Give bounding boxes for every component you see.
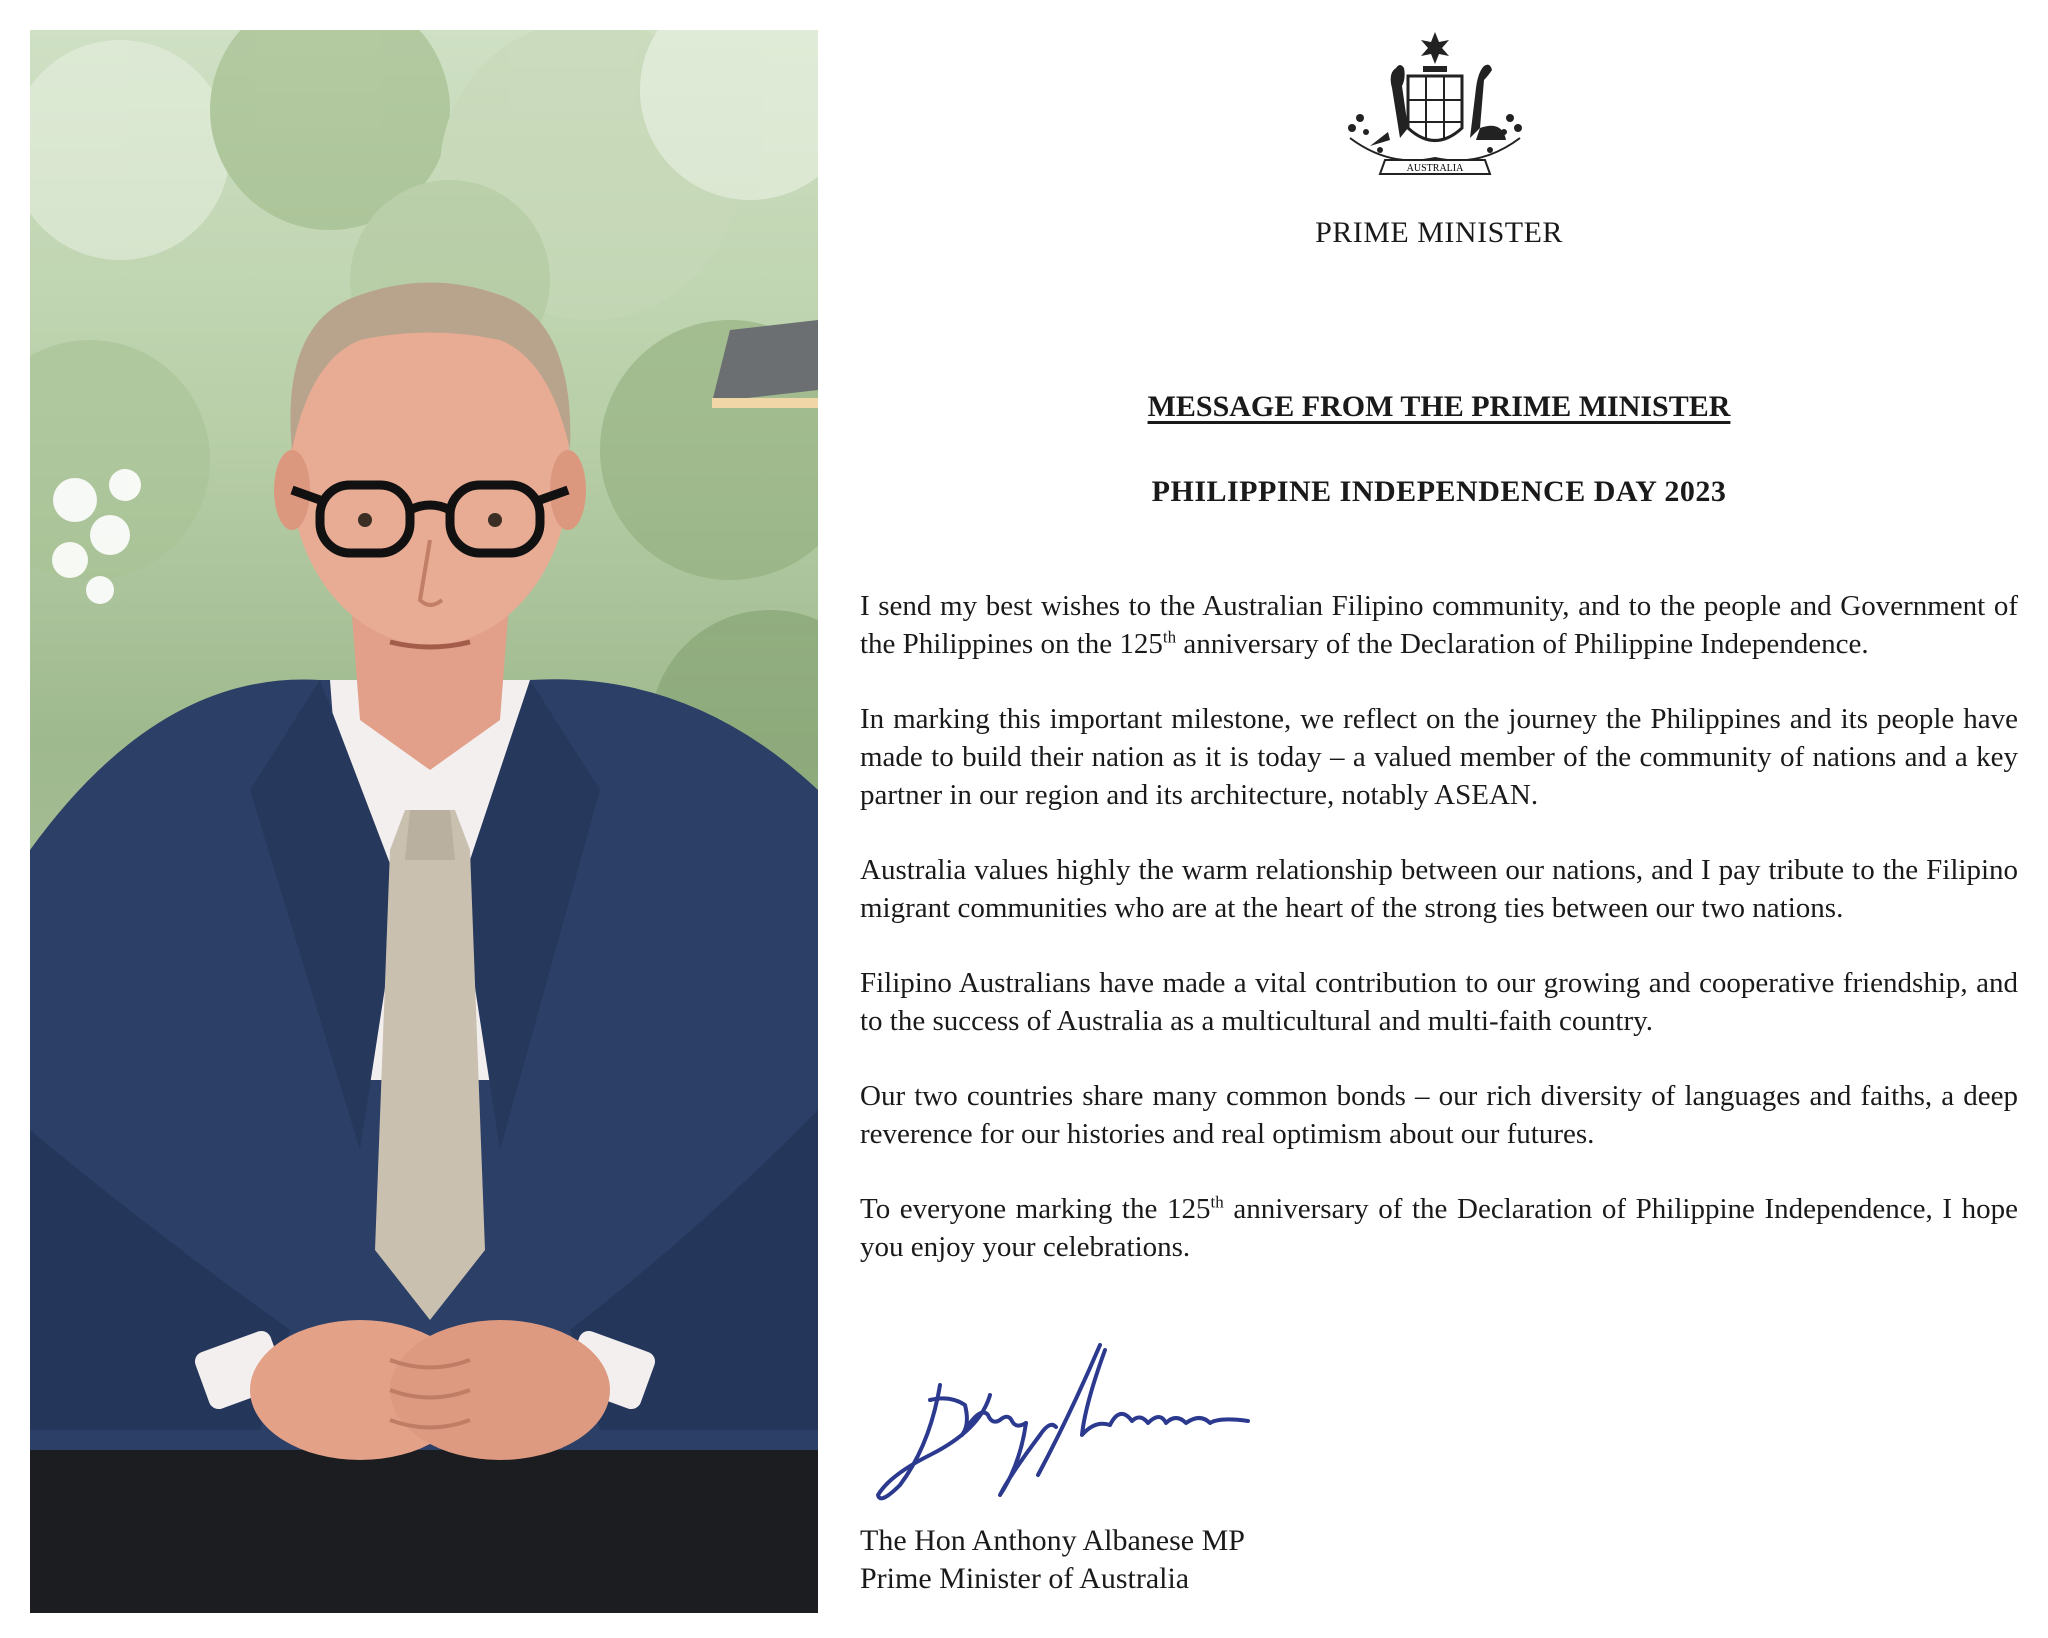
letter-document <box>860 20 2018 1620</box>
paragraph-4: Filipino Australians have made a vital contribution to our growing and cooperative friendship, and to the success of Australia as a multicultural and multi-faith country. <box>860 967 2018 1037</box>
paragraph-6: To everyone marking the 125th anniversary of the Declaration of Philippine Independence, I hope you enjoy your celebrations. <box>860 1192 2018 1263</box>
paragraph-3: Australia values highly the warm relationship between our nations, and I pay tribute to the Filipino migrant communities who are at the heart of the strong ties between our two nations. <box>860 854 2018 924</box>
message-body <box>860 587 2018 1303</box>
paragraph-2: In marking this important milestone, we reflect on the journey the Philippines and its people have made to build their nation as it is today – a valued member of the community of nations and a key partner in our region and its architecture, notably ASEAN. <box>860 703 2018 811</box>
paragraph-5: Our two countries share many common bonds – our rich diversity of languages and faiths, a deep reverence for our histories and real optimism about our futures. <box>860 1080 2018 1150</box>
message-title: MESSAGE FROM THE PRIME MINISTER <box>1147 390 1731 423</box>
paragraph-1: I send my best wishes to the Australian Filipino community, and to the people and Government of the Philippines on the 125th anniversary of the Declaration of Philippine Independence. <box>860 590 2018 660</box>
handwritten-signature <box>870 1325 1270 1510</box>
portrait-illustration <box>30 30 818 1613</box>
prime-minister-portrait <box>30 30 818 1613</box>
message-subtitle: PHILIPPINE INDEPENDENCE DAY 2023 <box>1151 475 1727 508</box>
letterhead-office: PRIME MINISTER <box>1315 216 1563 249</box>
commonwealth-coat-of-arms-icon <box>1330 28 1540 198</box>
signatory-role: Prime Minister of Australia <box>860 1562 1190 1595</box>
signatory-name: The Hon Anthony Albanese MP <box>860 1524 1245 1557</box>
crest-scroll-text: AUSTRALIA <box>1406 163 1464 174</box>
